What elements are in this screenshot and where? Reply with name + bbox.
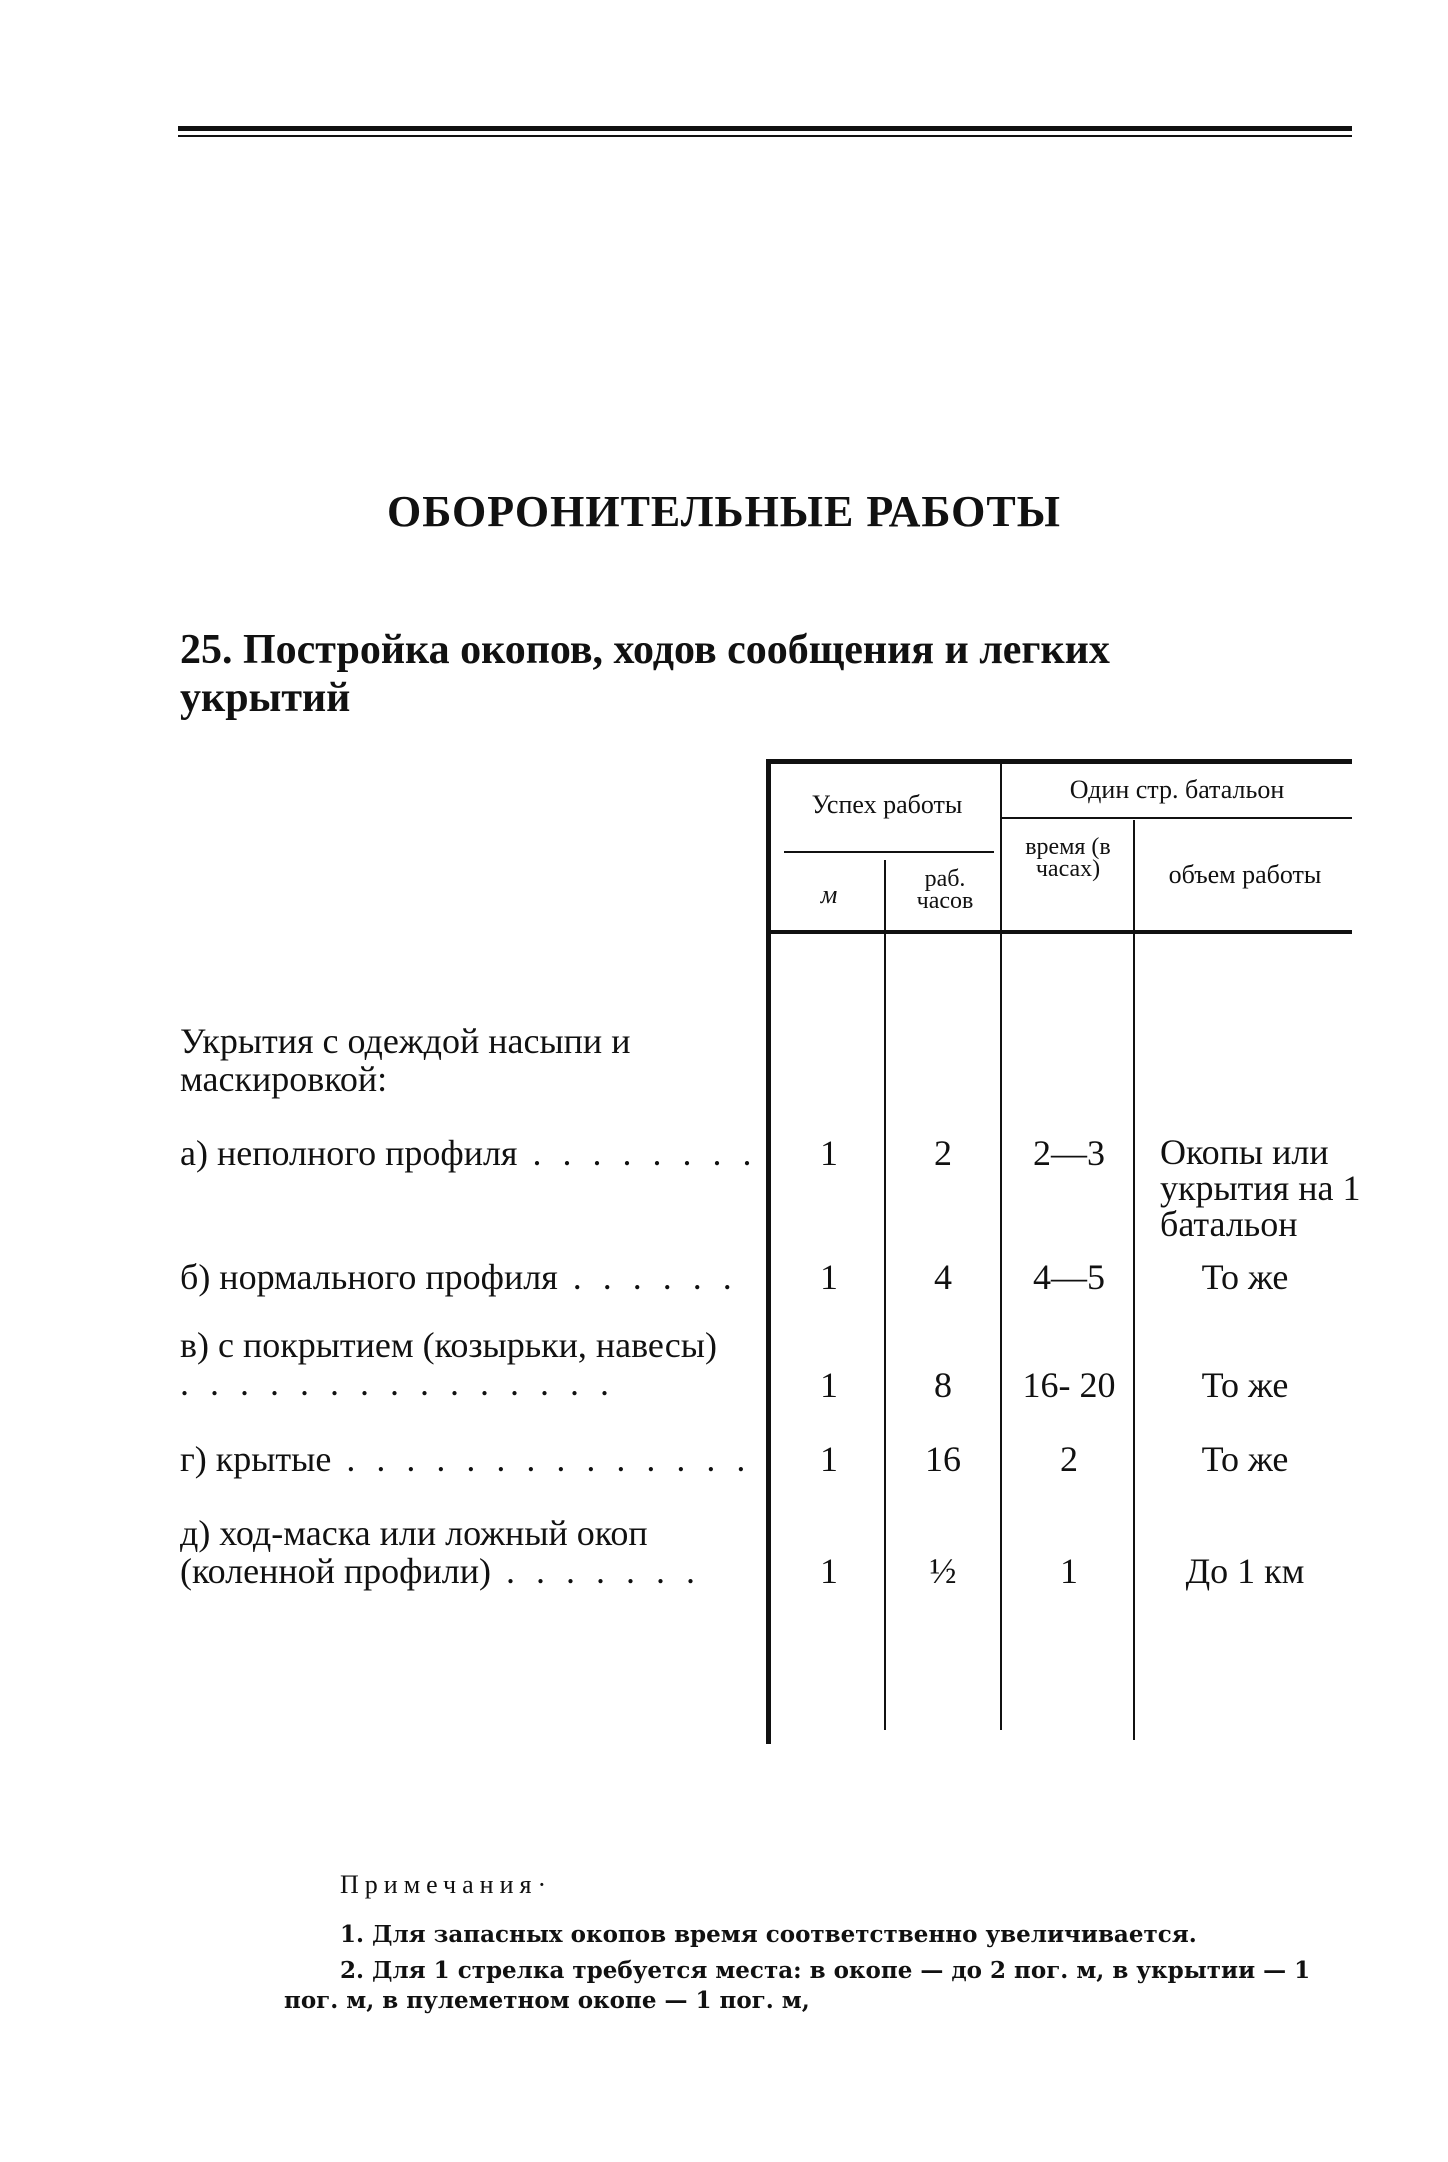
- notes-title: Примечания·: [340, 1870, 553, 1899]
- section-heading: [180, 626, 1230, 722]
- header-group-battalion: Один стр. батальон: [1069, 775, 1285, 804]
- cell-hours: ½: [929, 1551, 957, 1591]
- top-rule-thin: [178, 135, 1352, 137]
- row-d-text: г) крытые: [180, 1439, 332, 1479]
- table-top-rule: [766, 759, 1352, 764]
- col-divider-hours: [1000, 764, 1002, 1730]
- col-divider-m: [884, 860, 886, 1730]
- cell-volume: Окопы или укрытия на 1 батальон: [1160, 1132, 1361, 1244]
- header-col-work-hours: раб. часов: [916, 866, 974, 914]
- table-row-label: [180, 1326, 740, 1402]
- header-col-time: время (в часах): [1025, 834, 1111, 882]
- cell-volume: До 1 км: [1185, 1551, 1305, 1591]
- section-heading-text: Постройка окопов, ходов сообщения и легких укрытий: [180, 627, 1110, 721]
- note-2: 2. Для 1 стрелка требуется места: в окопе — до 2 пог. м, в укрытии — 1 пог. м, в пулеметном окопе — 1 пог. м,: [284, 1957, 1311, 2014]
- col-divider-time: [1133, 820, 1135, 1740]
- header-group-work-success: Успех работы: [811, 790, 963, 819]
- header-divider-2: [1002, 817, 1352, 819]
- cell-m: 1: [820, 1257, 838, 1297]
- cell-hours: 16: [925, 1439, 961, 1479]
- cell-time: 2: [1060, 1439, 1078, 1479]
- cell-volume: То же: [1201, 1365, 1289, 1405]
- row-e-leader: . . . . . . .: [491, 1551, 701, 1591]
- table-left-border: [766, 759, 771, 1744]
- group-label: Укрытия с одеждой насыпи и маскировкой:: [180, 1021, 631, 1099]
- header-divider-1: [784, 851, 994, 853]
- cell-time: 1: [1060, 1551, 1078, 1591]
- cell-m: 1: [820, 1133, 838, 1173]
- row-b-leader: . . . . . .: [557, 1257, 738, 1297]
- row-e-text: д) ход-маска или ложный окоп (коленной профили): [180, 1513, 648, 1591]
- cell-time: 2—3: [1033, 1133, 1105, 1173]
- row-b-text: б) нормального профиля: [180, 1257, 558, 1297]
- note-1: 1. Для запасных окопов время соответственно увеличивается.: [340, 1921, 1197, 1948]
- cell-m: 1: [820, 1365, 838, 1405]
- row-c-text: в) с покрытием (козырьки, навесы): [180, 1325, 717, 1365]
- cell-time: 4—5: [1033, 1257, 1105, 1297]
- table-row-label: [180, 1258, 760, 1296]
- cell-m: 1: [820, 1551, 838, 1591]
- header-col-volume: объем работы: [1168, 860, 1322, 889]
- cell-time: 16- 20: [1022, 1365, 1116, 1405]
- cell-volume: То же: [1201, 1257, 1289, 1297]
- header-col-m: м: [820, 880, 838, 909]
- table-row-label: [180, 1514, 740, 1590]
- table-row-label: [180, 1134, 760, 1172]
- table-row-label: [180, 1440, 760, 1478]
- row-c-leader: . . . . . . . . . . . . . . .: [180, 1363, 615, 1403]
- top-rule: [178, 126, 1352, 131]
- cell-hours: 2: [934, 1133, 952, 1173]
- cell-hours: 4: [934, 1257, 952, 1297]
- cell-volume: То же: [1201, 1439, 1289, 1479]
- row-a-text: а) неполного профиля: [180, 1133, 518, 1173]
- row-d-leader: . . . . . . . . . . . . . .: [331, 1439, 752, 1479]
- page-title: ОБОРОНИТЕЛЬНЫЕ РАБОТЫ: [387, 487, 1061, 536]
- cell-hours: 8: [934, 1365, 952, 1405]
- section-number: 25.: [180, 627, 233, 673]
- header-bottom-rule: [766, 930, 1352, 934]
- row-a-leader: . . . . . . . .: [517, 1133, 758, 1173]
- cell-m: 1: [820, 1439, 838, 1479]
